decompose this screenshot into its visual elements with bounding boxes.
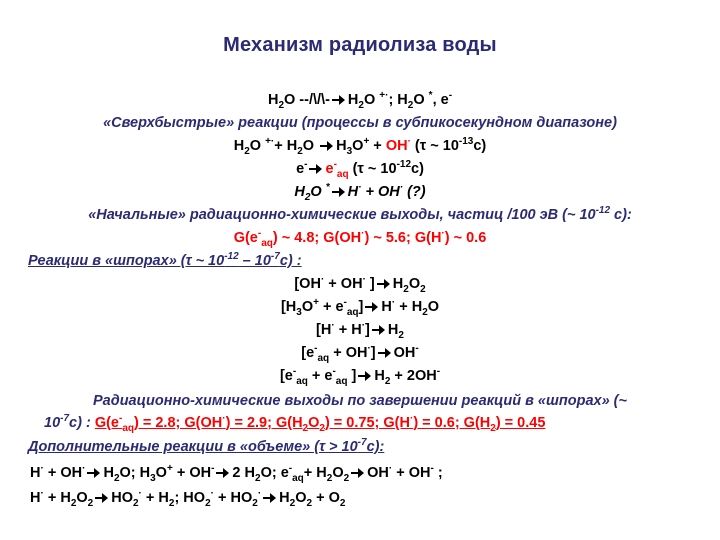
ultrafast-reaction-1: $H_2O$ $^{+\cdot}+ H_2O$ $H_3O^+ + OH^\cdot$ (τ ~ $10^{-13}c$) xyxy=(233,136,487,157)
bulk-reactions-heading: Дополнительные реакции в «объеме» $(\tau > 10^{-7}c)$: xyxy=(28,437,385,455)
right-arrow-icon xyxy=(378,348,391,358)
spur-reaction-1: [OH· + OH· ] $H_2O_2$ xyxy=(294,274,426,295)
right-arrow-icon xyxy=(358,371,371,381)
ultrafast-reactions-heading: «Сверхбыстрые» реакции (процессы в субпикосекундном диапазоне) xyxy=(103,115,617,131)
right-arrow-icon xyxy=(332,187,345,197)
final-yields-heading: Радиационно-химические выходы по завершении реакций в «шпорах» (~ xyxy=(93,393,627,409)
right-arrow-icon xyxy=(365,302,378,312)
spur-reaction-5: [$e^-_{aq} + e^-_{aq}$ ] $H_2 + 2OH^-$ xyxy=(279,366,441,387)
right-arrow-icon xyxy=(87,468,100,478)
spur-reaction-4: $[e^-_{aq} + OH^\cdot]$ OH- xyxy=(301,343,419,364)
spur-reaction-3: [H· + H·] $H_2$ xyxy=(316,320,404,341)
radiolysis-primary-equation: $H_2O$ --/\/\- $H_2O$ +·; $H_2O$ *, e- xyxy=(267,90,453,111)
slide-title: Механизм радиолиза воды xyxy=(223,34,497,56)
ultrafast-reaction-2: e- $e^-_{aq}$ (τ ~ $10^{-12}c$) xyxy=(296,159,424,180)
ultrafast-reaction-3: $H_2O$ * H· + OH· (?) xyxy=(294,182,426,203)
right-arrow-icon xyxy=(95,493,108,503)
right-arrow-icon xyxy=(332,95,345,105)
right-arrow-icon xyxy=(372,325,385,335)
right-arrow-icon xyxy=(263,493,276,503)
initial-yields-values: $G(e^-_{aq})$ ~ 4.8; G(OH·) ~ 5.6; G(H·) ~ 0.6 xyxy=(233,228,487,249)
final-yields-values: $10^{-7}c$) : $G(e^-_{aq}) = 2.8$; G(OH·) = 2.9; $G(H_2O_2) = 0.75$; G(H·) = 0.6; $G(H_2) = 0.45$ xyxy=(44,413,546,434)
right-arrow-icon xyxy=(216,468,229,478)
spur-reaction-2: $[H_3O^+ + e^-_{aq}] H^\cdot + H_2O$ xyxy=(280,297,440,318)
right-arrow-icon xyxy=(351,468,364,478)
right-arrow-icon xyxy=(377,279,390,289)
right-arrow-icon xyxy=(309,164,322,174)
initial-yields-heading: «Начальные» радиационно-химические выходы, частиц /100 эВ (~ $10^{-12}$ с): xyxy=(88,205,632,223)
bulk-reactions-line-2: $H^\cdot + H_2O_2$ $HO_2^\cdot + H_2$; $HO_2^\cdot + HO_2^\cdot$ $H_2O_2 + O_2$ xyxy=(30,488,346,509)
right-arrow-icon xyxy=(320,141,333,151)
spur-reactions-heading: Реакции в «шпорах» (τ ~ $10^{-12} - 10^{-7}c$) : xyxy=(28,251,302,269)
bulk-reactions-line-1: H· + OH· $H_2O$; $H_3O^+ + OH^-$ 2 $H_2O$; $e^-_{aq}+ H_2O_2$ OH· + OH- ; xyxy=(30,463,443,484)
